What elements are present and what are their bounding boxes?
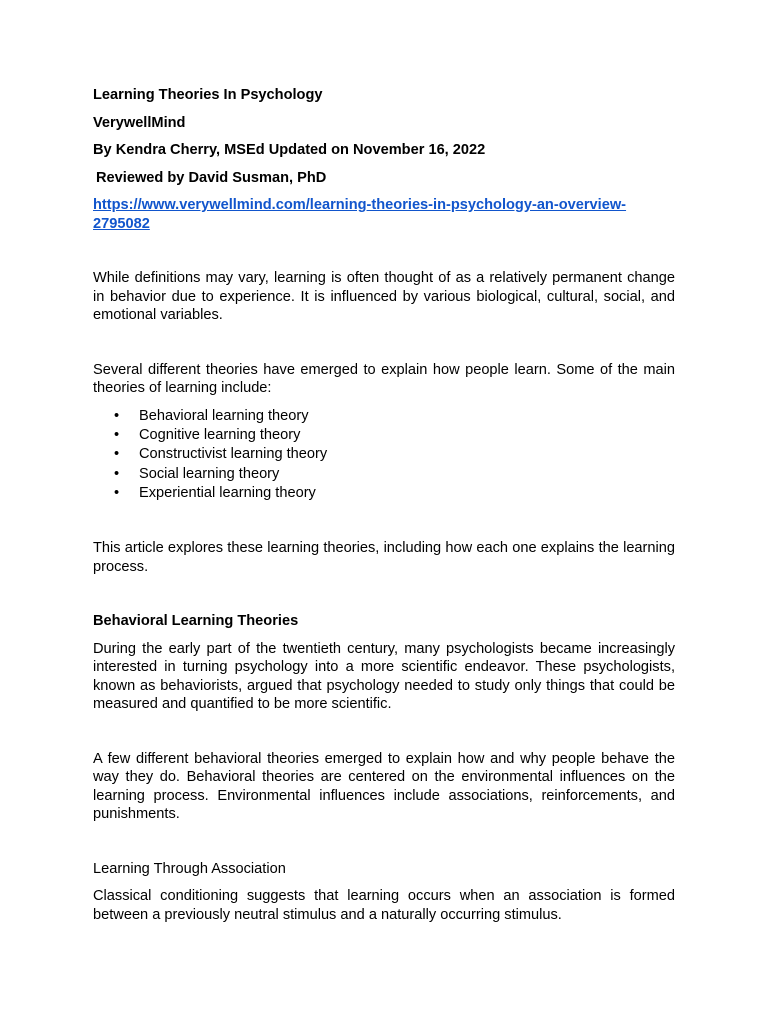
bullet-icon: • xyxy=(114,485,120,502)
list-item-label: Cognitive learning theory xyxy=(139,426,301,443)
behavioral-paragraph-2: A few different behavioral theories emerged to explain how and why people behave the way they do. Behavioral theories are centered on the environmental influences on the learning process. Environmental influences include associations, reinforcements, and punishments. xyxy=(93,750,675,823)
document-title: Learning Theories In Psychology xyxy=(93,87,323,103)
intro-paragraph: While definitions may vary, learning is often thought of as a relatively permanent change in behavior due to experience. It is influenced by various biological, cultural, social, and emotional variables. xyxy=(93,270,675,323)
reviewer-line: Reviewed by David Susman, PhD xyxy=(96,169,327,186)
theories-intro-paragraph: Several different theories have emerged to explain how people learn. Some of the main theories of learning include: xyxy=(93,361,675,396)
source-name: VerywellMind xyxy=(93,114,186,131)
bullet-icon: • xyxy=(114,446,120,463)
list-item xyxy=(114,426,675,445)
list-item xyxy=(114,407,675,426)
behavioral-paragraph-1: During the early part of the twentieth century, many psychologists became increasingly interested in turning psychology into a more scientific endeavor. These psychologists, known as behaviorists, argued that psychology needed to study only things that could be measured and quantified to be more scientific. xyxy=(93,640,675,713)
author-byline: By Kendra Cherry, MSEd Updated on November 16, 2022 xyxy=(93,142,486,158)
bullet-icon: • xyxy=(114,407,120,424)
source-url-line-1: https://www.verywellmind.com/learning-theories-in-psychology-an-overview- xyxy=(93,197,627,213)
bullet-icon: • xyxy=(114,426,120,443)
list-item-label: Experiential learning theory xyxy=(139,485,316,502)
document-page xyxy=(93,86,675,924)
article-note-paragraph: This article explores these learning theories, including how each one explains the learning process. xyxy=(93,540,675,575)
list-item-label: Constructivist learning theory xyxy=(139,446,328,463)
list-item xyxy=(114,465,675,484)
list-item xyxy=(114,484,675,503)
bullet-icon: • xyxy=(114,465,120,482)
source-url-line-2: 2795082 xyxy=(93,215,150,232)
association-paragraph: Classical conditioning suggests that learning occurs when an association is formed between a previously neutral stimulus and a naturally occurring stimulus. xyxy=(93,888,675,923)
list-item-label: Behavioral learning theory xyxy=(139,407,309,424)
list-item xyxy=(114,445,675,464)
list-item-label: Social learning theory xyxy=(139,465,280,482)
behavioral-heading: Behavioral Learning Theories xyxy=(93,613,299,630)
association-heading: Learning Through Association xyxy=(93,860,286,877)
theories-list xyxy=(93,407,675,504)
source-url-link[interactable] xyxy=(93,196,675,233)
